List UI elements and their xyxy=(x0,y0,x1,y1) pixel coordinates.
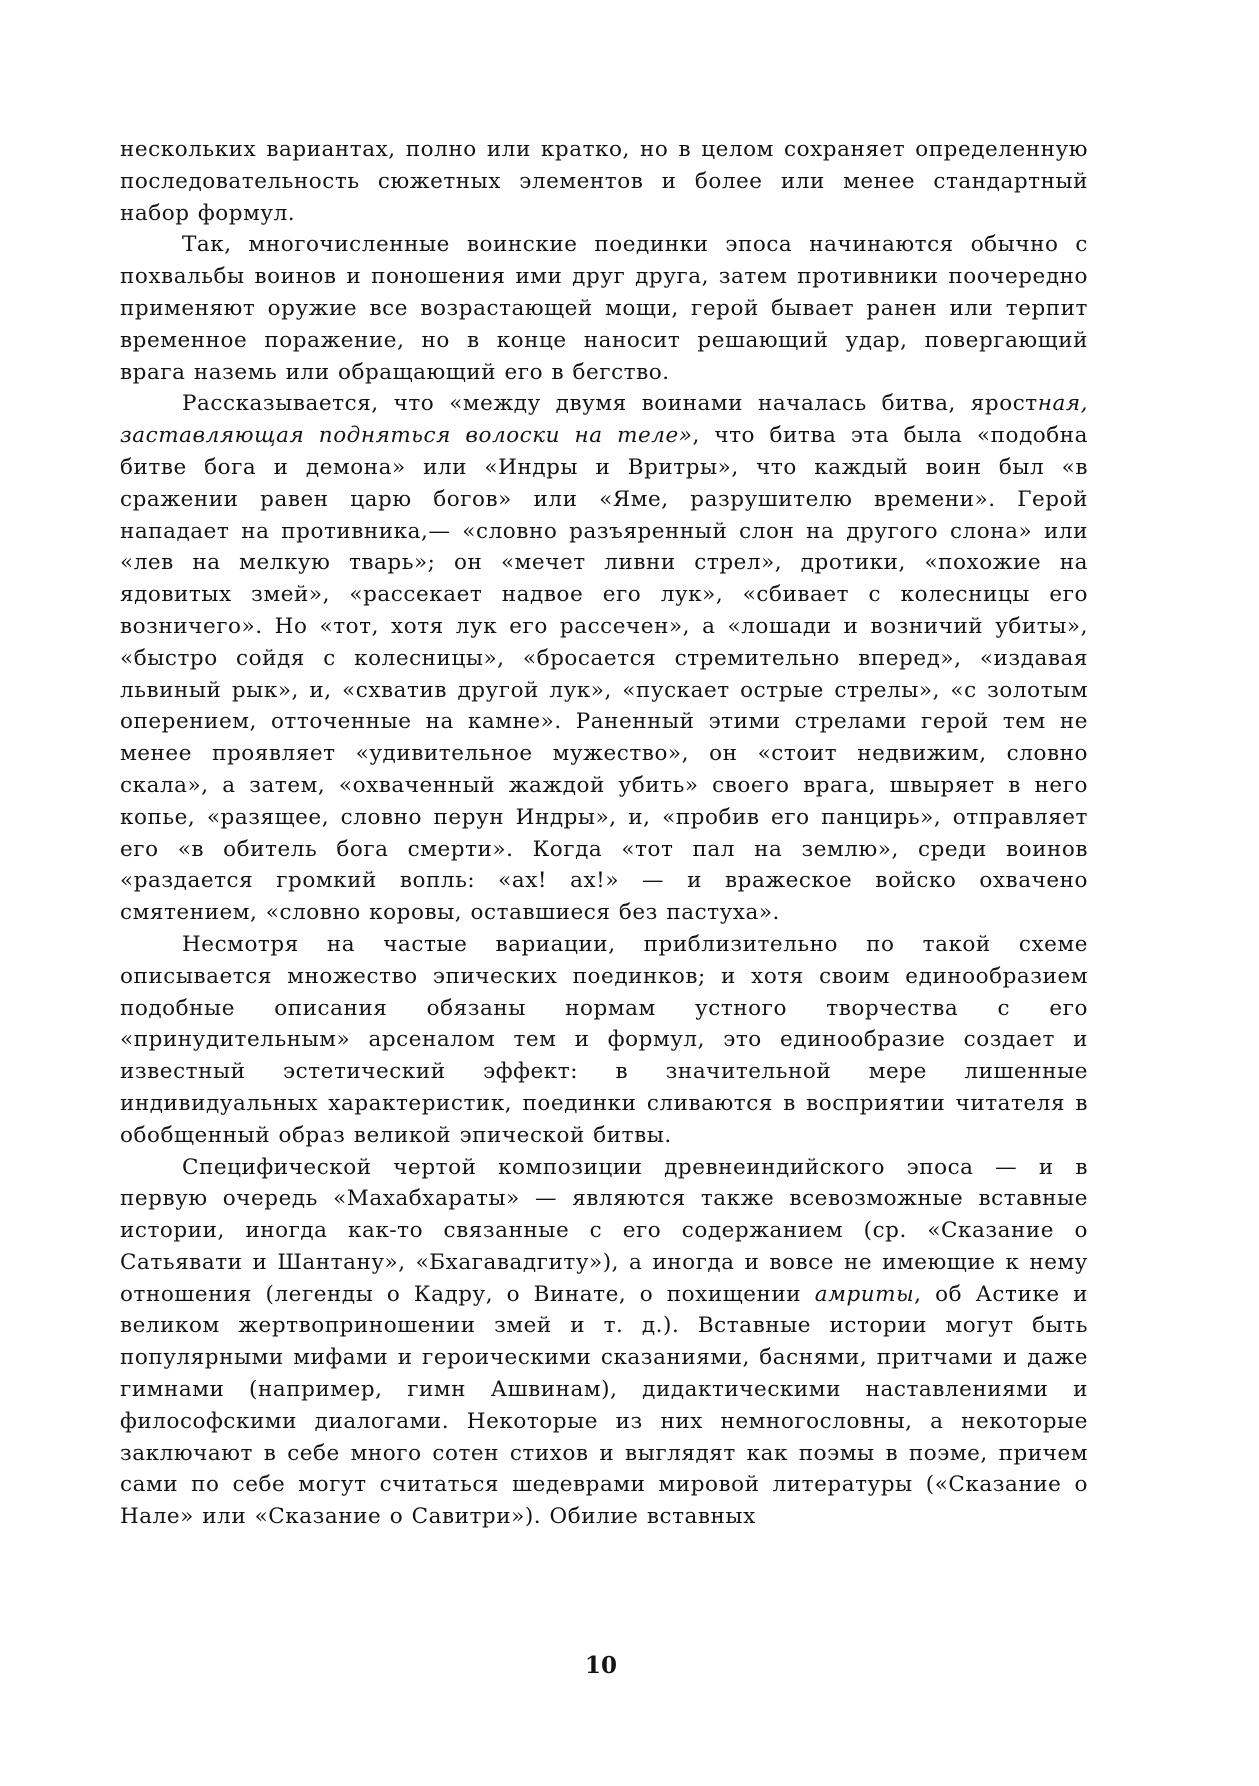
paragraph-1 xyxy=(120,134,1088,229)
paragraph-4 xyxy=(120,929,1088,1152)
text-run: Так, многочисленные воинские поединки эпоса начинаются обычно с похвальбы воинов и поношения ими друг друга, затем противники поочередно применяют оружие все возрастающей мощи, герой бывает ранен или терпит временное поражение, но в конце наносит решающий удар, повергающий врага наземь или обращающий его в бегство. xyxy=(120,232,1088,385)
paragraph-3 xyxy=(120,388,1088,929)
page-number: 10 xyxy=(584,1652,617,1679)
text-run: нескольких вариантах, полно или кратко, но в целом сохраняет определенную последовательность сюжетных элементов и более или менее стандартный набор формул. xyxy=(120,137,1088,226)
text-run: Несмотря на частые вариации, приблизительно по такой схеме описывается множество эпических поединков; и хотя своим единообразием подобные описания обязаны нормам устного творчества с его «принудительным» арсеналом тем и формул, это единообразие создает и известный эстетический эффект: в значительной мере лишенные индивидуальных характеристик, поединки сливаются в восприятии читателя в обобщенный образ великой эпической битвы. xyxy=(120,931,1088,1148)
text-run: , что битва эта была «подобна битве бога и демона» или «Индры и Вритры», что каждый воин был «в сражении равен царю богов» или «Яме, разрушителю времени». Герой нападает на противника,— «словно разъяренный слон на другого слона» или «лев на мелкую тварь»; он «мечет ливни стрел», дротики, «похожие на ядовитых змей», «рассекает надвое его лук», «сбивает с колесницы его возничего». Но «тот, хотя лук его рассечен», а «лошади и возничий убиты», «быстро сойдя с колесницы», «бросается стремительно вперед», «издавая львиный рык», и, «схватив другой лук», «пускает острые стрелы», «с золотым оперением, отточенные на камне». Раненный этими стрелами герой тем не менее проявляет «удивительное мужество», он «стоит недвижим, словно скала», а затем, «охваченный жаждой убить» своего врага, швыряет в него копье, «разящее, словно перун Индры», и, «пробив его панцирь», отправляет его «в обитель бога смерти». Когда «тот пал на землю», среди воинов «раздается громкий вопль: «ах! ах!» — и вражеское войско охвачено смятением, «словно коровы, оставшиеся без пастуха». xyxy=(120,423,1088,926)
paragraph-5 xyxy=(120,1152,1088,1534)
text-run: Специфической чертой композиции древнеиндийского эпоса — и в первую очередь «Махабхараты» — являются также всевозможные вставные истории, иногда как-то связанные с его содержанием (ср. «Сказание о Сатьявати и Шантану», «Бхагавадгиту»), а иногда и вовсе не имеющие к нему отношения (легенды о Кадру, о Винате, о похищении xyxy=(120,1154,1088,1307)
italic-quote: ная, заставляющая подняться волоски на теле» xyxy=(120,391,1088,449)
text-run: , об Астике и великом жертвоприношении змей и т. д.). Вставные истории могут быть популярными мифами и героическими сказаниями, баснями, притчами и даже гимнами (например, гимн Ашвинам), дидактическими наставлениями и философскими диалогами. Некоторые из них немногословны, а некоторые заключают в себе много сотен стихов и выглядят как поэмы в поэме, причем сами по себе могут считаться шедеврами мировой литературы («Сказание о Нале» или «Сказание о Савитри»). Обилие вставных xyxy=(120,1281,1089,1530)
body-text xyxy=(120,134,1088,1533)
paragraph-2 xyxy=(120,229,1088,388)
text-run: Рассказывается, что «между двумя воинами началась битва, ярост xyxy=(182,391,1038,417)
italic-term: амриты xyxy=(814,1281,915,1307)
